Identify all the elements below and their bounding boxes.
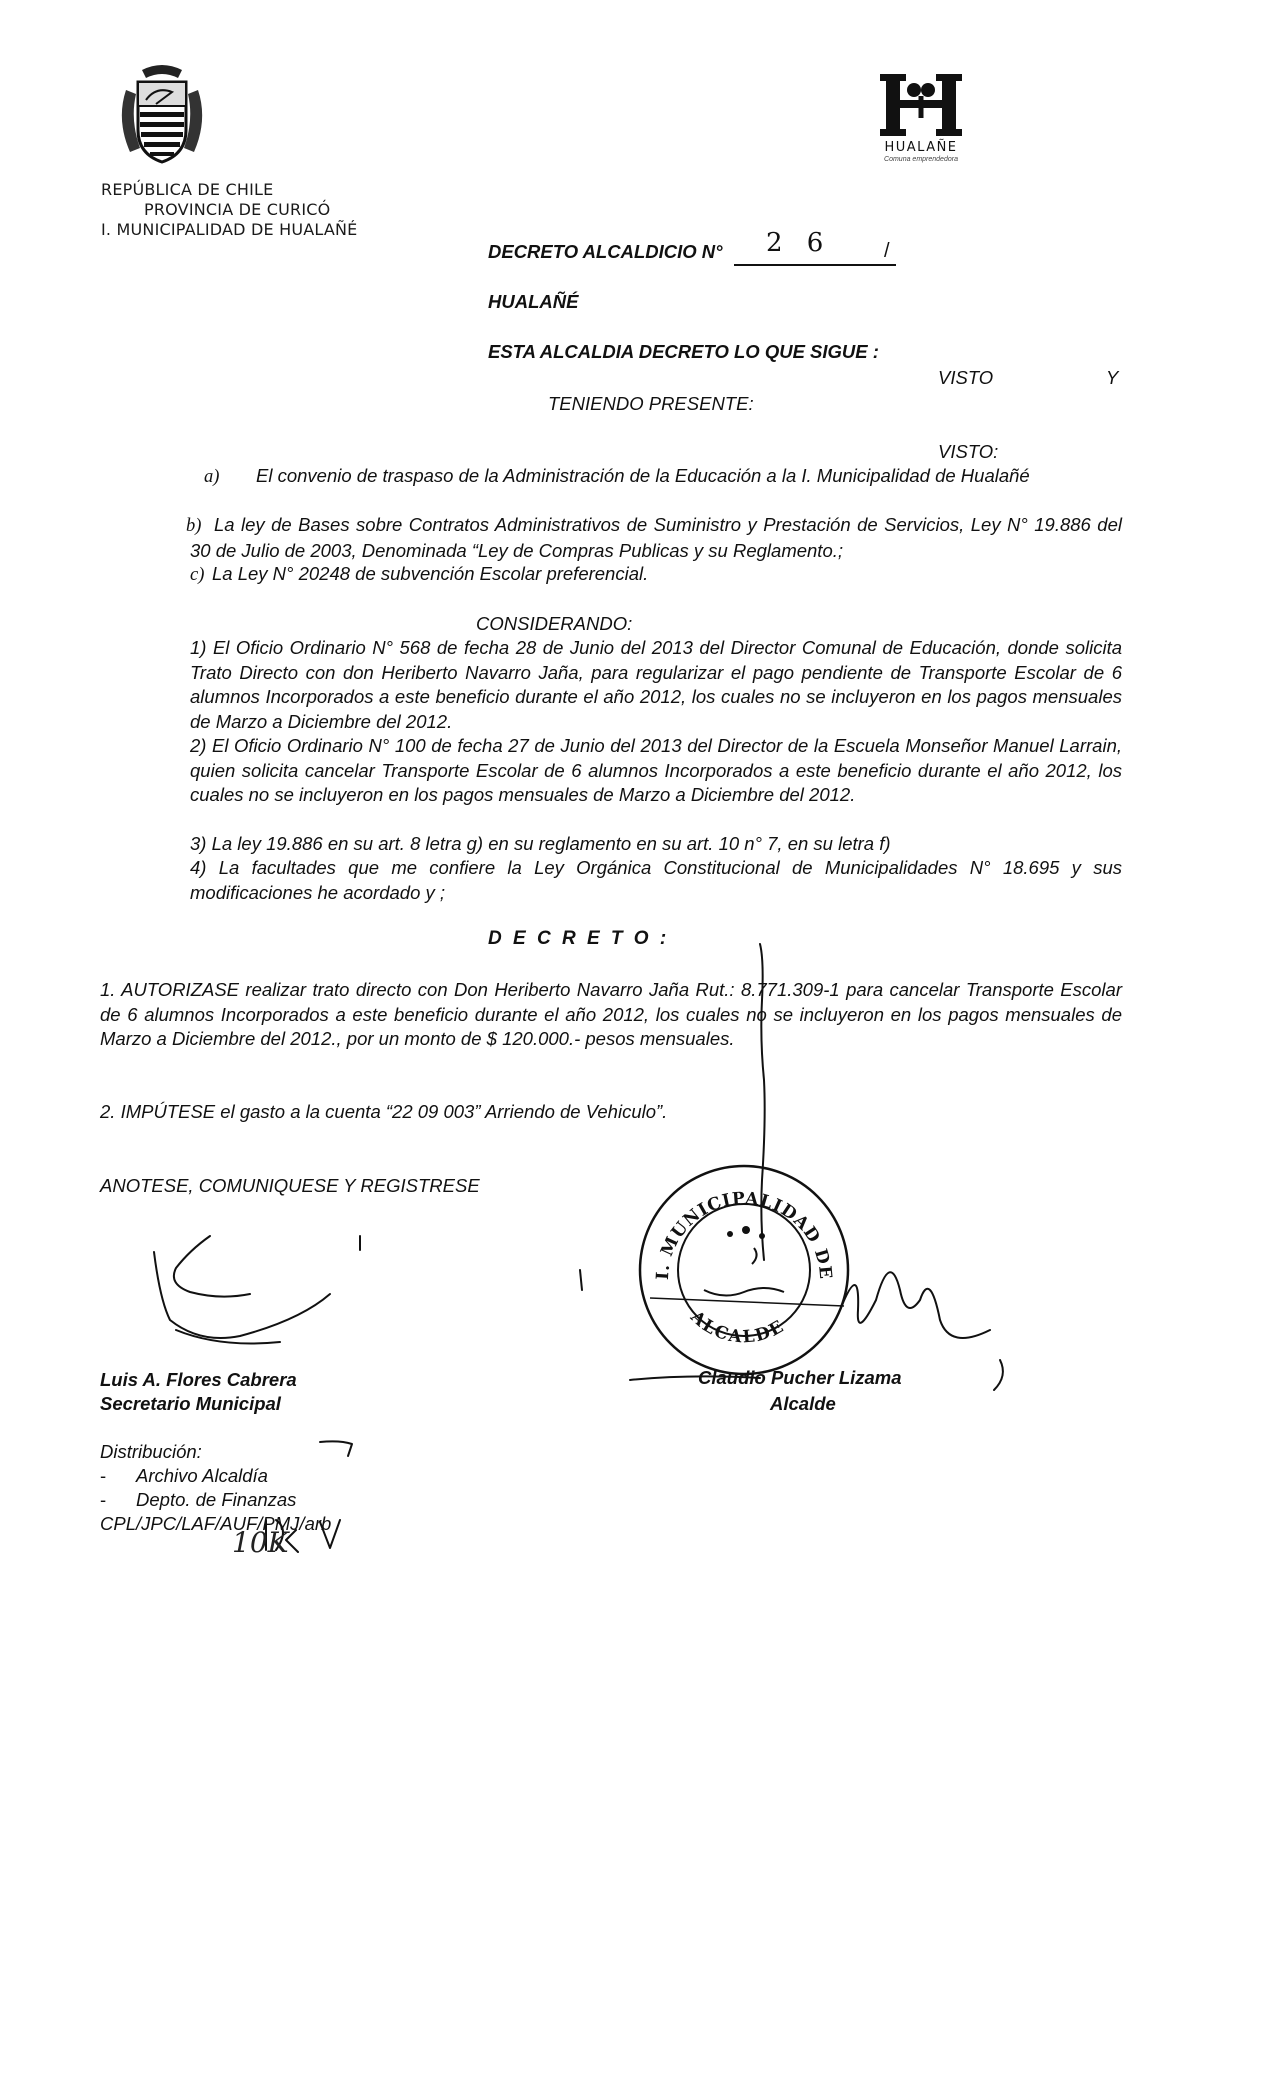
decreto-item-1-lead: 1. AUTORIZASE <box>100 979 240 1000</box>
considerando-item-2: 2) El Oficio Ordinario N° 100 de fecha 27 de Junio del 2013 del Director de la Escuela Monseñor Manuel Larrain, quien solicita cancelar Transporte Escolar de 6 alumnos Incorporados a este beneficio durante el año 2012, los cuales no se incluyeron en los pagos mensuales de Marzo a Diciembre del 2012. <box>190 735 1122 805</box>
municipal-seal <box>634 1160 854 1380</box>
distribution-initials: CPL/JPC/LAF/AUF/PMJ/arb <box>100 1513 332 1534</box>
decree-heading: ESTA ALCALDIA DECRETO LO QUE SIGUE : <box>488 341 879 362</box>
municipal-coat-of-arms <box>112 60 212 170</box>
decree-number-slash: / <box>884 240 890 262</box>
distribution-item-1-text: Archivo Alcaldía <box>136 1465 268 1486</box>
considerando-item-1: 1) El Oficio Ordinario N° 568 de fecha 28 de Junio del 2013 del Director Comunal de Educación, donde solicita Trato Directo con don Heriberto Navarro Jaña, para regularizar el pago pendiente de Transporte Escolar de 6 alumnos Incorporados a este beneficio durante el año 2012, los cuales no se incluyeron en los pagos mensuales de Marzo a Diciembre del 2012. <box>190 637 1122 732</box>
left-signatory-title: Secretario Municipal <box>100 1393 281 1414</box>
visto-item-a-text: El convenio de traspaso de la Administración de la Educación a la I. Municipalidad de Hualañé <box>256 465 1030 486</box>
considerando-label: CONSIDERANDO: <box>476 613 633 634</box>
y-word: Y <box>1106 367 1119 388</box>
distribution-item-2-text: Depto. de Finanzas <box>136 1489 297 1510</box>
considerando-item-3: 3) La ley 19.886 en su art. 8 letra g) en su reglamento en su art. 10 n° 7, en su letra f) <box>190 833 891 854</box>
visto-item-a <box>204 464 1122 490</box>
decreto-item-2-text: el gasto a la cuenta “22 09 003” Arriendo de Vehiculo”. <box>220 1101 668 1122</box>
decreto-label: D E C R E T O : <box>488 928 670 949</box>
hualane-logo-tagline: Comuna emprendedora <box>884 156 958 163</box>
hualane-logo <box>866 68 976 168</box>
seal-bottom-text: ALCALDE <box>686 1307 789 1348</box>
visto-word: VISTO <box>938 367 994 388</box>
closing-formula: ANOTESE, COMUNIQUESE Y REGISTRESE <box>100 1175 480 1196</box>
handwritten-note: 10K <box>232 1526 289 1559</box>
right-signatory-name: Claudio Pucher Lizama <box>698 1367 902 1388</box>
visto-label: VISTO: <box>938 441 999 462</box>
distribution-item-1: - Archivo Alcaldía <box>100 1465 268 1486</box>
institution-line-3: I. MUNICIPALIDAD DE HUALAÑÉ <box>101 220 358 239</box>
distribution-item-2: - Depto. de Finanzas <box>100 1489 297 1510</box>
visto-item-c <box>190 562 648 588</box>
seal-ring-text: I. MUNICIPALIDAD DE <box>652 1188 836 1281</box>
considerando-item-4: 4) La facultades que me confiere la Ley Orgánica Constitucional de Municipalidades N° 18.695 y sus modificaciones he acordado y ; <box>190 857 1122 903</box>
hualane-logo-name: HUALAÑE <box>884 140 958 155</box>
decree-number-value: 2 6 <box>766 228 832 258</box>
visto-item-c-marker: c) <box>190 565 205 585</box>
left-signatory-name: Luis A. Flores Cabrera <box>100 1369 297 1390</box>
institution-line-2: PROVINCIA DE CURICÓ <box>144 200 331 219</box>
institution-line-1: REPÚBLICA DE CHILE <box>101 180 274 199</box>
decreto-item-1-text: realizar trato directo con Don Heriberto Navarro Jaña Rut.: 8.771.309-1 para cancelar Transporte Escolar de 6 alumnos Incorporados a este beneficio durante el año 2012, los cuales no se incluyeron en los pagos mensuales de Marzo a Diciembre del 2012., por un monto de $ 120.000.- pesos mensuales. <box>100 979 1122 1049</box>
decree-number-underline <box>734 264 896 266</box>
visto-item-b-marker: b) <box>186 516 202 536</box>
distribution-label: Distribución: <box>100 1441 202 1462</box>
decreto-item-2-lead: 2. IMPÚTESE <box>100 1101 216 1122</box>
visto-item-b <box>186 513 1122 563</box>
teniendo-presente: TENIENDO PRESENTE: <box>548 393 754 414</box>
decree-place: HUALAÑÉ <box>488 291 579 312</box>
decreto-item-1 <box>100 978 1122 1052</box>
decree-number-label: DECRETO ALCALDICIO N° <box>488 241 723 262</box>
visto-item-b-text: La ley de Bases sobre Contratos Administrativos de Suministro y Prestación de Servicios, Ley N° 19.886 del 30 de Julio de 2003, Denominada “Ley de Compras Publicas y su Reglamento.; <box>190 514 1122 561</box>
decreto-item-2 <box>100 1100 667 1125</box>
svg-text:ALCALDE <box>686 1306 789 1347</box>
svg-text:I. MUNICIPALIDAD DE HUALAÑE <box>634 1160 835 1281</box>
right-signatory-title: Alcalde <box>770 1393 836 1414</box>
visto-item-c-text: La Ley N° 20248 de subvención Escolar preferencial. <box>212 563 649 584</box>
visto-item-a-marker: a) <box>204 467 220 487</box>
